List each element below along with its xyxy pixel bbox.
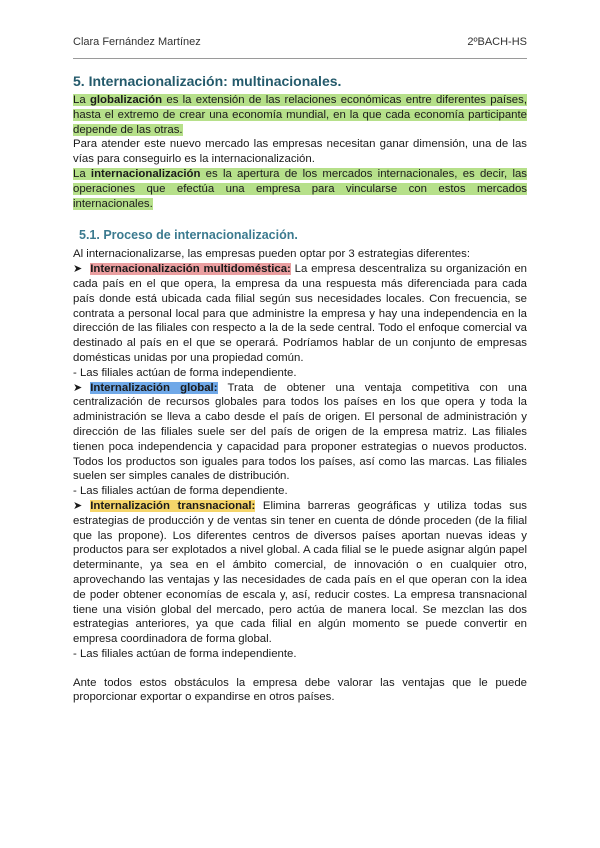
subsection-title: 5.1. Proceso de internacionalización. — [79, 228, 298, 243]
author-name: Clara Fernández Martínez — [73, 36, 201, 48]
strategy-text: La empresa descentraliza su organización en cada país en el que opera, la empresa da una respuesta más diferenciada para cada país donde está ubicada cada filial según sus necesidades locales. Con frecuencia, se contrata a personal local para que administre la empresa y hay una independencia en la dirección de las filiales con respecto a la de la sede central. Todo el enfoque comercial va destinado al país en el que se operará. Podríamos hablar de un conjunto de empresas domésticas unidas por una propiedad común. — [73, 263, 527, 364]
strategy-note: - Las filiales actúan de forma independiente. — [73, 647, 297, 660]
arrow-bullet-icon: ➤ — [73, 381, 83, 394]
document-body — [73, 72, 527, 705]
course-label: 2ºBACH-HS — [467, 36, 527, 48]
intro-paragraph: Para atender este nuevo mercado las empresas necesitan ganar dimensión, una de las vías para conseguirlo es la internacionalización. — [73, 138, 527, 166]
header-divider — [73, 58, 527, 59]
internationalization-term: internacionalización — [90, 167, 201, 180]
strategy-term: Internalización transnacional: — [90, 499, 256, 512]
internationalization-definition: La internacionalización es la apertura de los mercados internacionales, es decir, las operaciones que efectúa una empresa para vincularse con estos mercados internacionales. — [73, 167, 528, 210]
arrow-bullet-icon: ➤ — [73, 263, 83, 276]
globalization-definition: La globalización es la extensión de las relaciones económicas entre diferentes países, hasta el extremo de crear una economía mundial, en la que cada economía participante depende de las otras. — [73, 94, 527, 136]
strategy-term: Internacionalización multidoméstica: — [90, 263, 291, 276]
strategy-global — [73, 381, 527, 485]
closing-paragraph: Ante todos estos obstáculos la empresa debe valorar las ventajas que le puede proporcionar exportar o expandirse en otros países. — [73, 676, 527, 704]
strategy-note: - Las filiales actúan de forma independiente. — [73, 366, 297, 379]
strategy-transnational — [73, 499, 527, 647]
strategy-note: - Las filiales actúan de forma dependiente. — [73, 485, 288, 498]
strategy-term: Internalización global: — [90, 381, 218, 394]
strategy-text: Elimina barreras geográficas y utiliza todas sus estrategias de producción y de ventas sin tener en cuenta de dónde proceden (de la filial que las propone). Los diferentes centros de diversos países aportan nuevas ideas y productos para ser explotados a nivel global. A cada filial se le puede asignar algún papel determinante, ya sea en el ámbito comercial, de innovación o en cualquier otro, aprovechando las ventajas y las necesidades de cada país en el que operan con la idea de poder obtener economías de escala y, así, reducir costes. La empresa transnacional tiene una visión global del mercado, pero actúa de manera local. Se mezclan las dos estrategias anteriores, ya que cada filial en algún momento se puede convertir en empresa coordinadora de forma global. — [73, 499, 527, 646]
strategy-multidomestic — [73, 262, 527, 366]
paragraph-spacer — [73, 662, 527, 676]
section-title: 5. Internacionalización: multinacionales. — [73, 73, 342, 89]
strategy-text: Trata de obtener una ventaja competitiva con una centralización de recursos globales para todos los países en los que opera y toda la administración se lleva a cabo desde el país de origen. El personal de administración y dirección de las filiales suele ser del país de origen de la empresa matriz. Las filiales tienen poca independencia y capacidad para proponer estrategias o nuevos productos. Todos los productos son iguales para todos los países, así como las marcas. Las filiales suelen ser simples canales de distribución. — [73, 381, 527, 483]
page-header — [73, 36, 527, 48]
strategies-intro: Al internacionalizarse, las empresas pueden optar por 3 estrategias diferentes: — [73, 248, 470, 261]
globalization-term: globalización — [89, 94, 163, 106]
arrow-bullet-icon: ➤ — [73, 499, 83, 512]
